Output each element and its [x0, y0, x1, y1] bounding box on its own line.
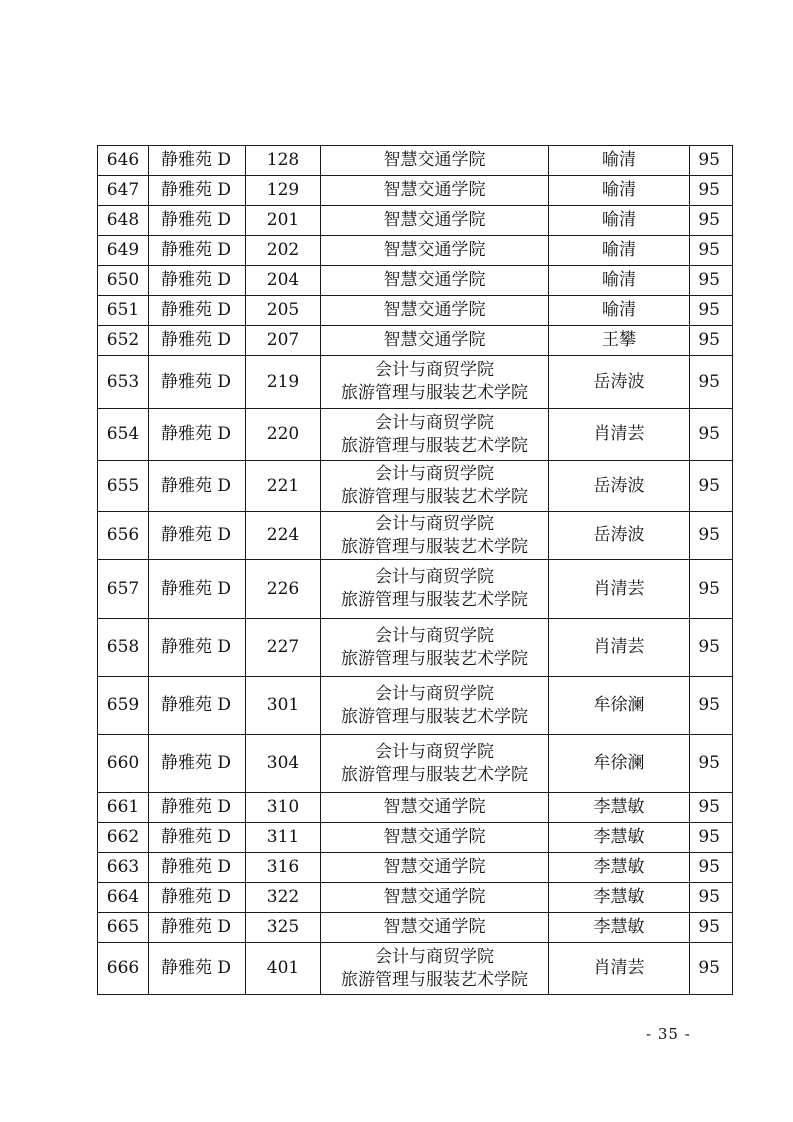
row-number-cell: 654	[98, 409, 149, 461]
college-name: 旅游管理与服装艺术学院	[341, 648, 528, 669]
row-number-cell: 651	[98, 296, 149, 326]
college-cell	[321, 735, 549, 793]
score-cell: 95	[690, 913, 733, 943]
table-row	[98, 913, 733, 943]
manager-cell: 肖清芸	[549, 943, 690, 995]
manager-cell: 李慧敏	[549, 793, 690, 823]
building-cell: 静雅苑 D	[149, 206, 246, 236]
score-cell: 95	[690, 266, 733, 296]
building-cell: 静雅苑 D	[149, 512, 246, 560]
table-row	[98, 461, 733, 512]
college-cell	[321, 619, 549, 677]
room-cell: 207	[246, 326, 321, 356]
row-number-cell: 656	[98, 512, 149, 560]
score-cell: 95	[690, 853, 733, 883]
table-row	[98, 356, 733, 409]
college-name: 智慧交通学院	[383, 887, 486, 907]
manager-cell: 岳涛波	[549, 461, 690, 512]
college-cell	[321, 512, 549, 560]
room-cell: 221	[246, 461, 321, 512]
college-cell	[321, 560, 549, 619]
score-cell: 95	[690, 560, 733, 619]
college-name: 旅游管理与服装艺术学院	[341, 435, 528, 456]
college-cell	[321, 677, 549, 735]
score-cell: 95	[690, 735, 733, 793]
building-cell: 静雅苑 D	[149, 677, 246, 735]
manager-cell: 牟徐澜	[549, 677, 690, 735]
row-number-cell: 666	[98, 943, 149, 995]
score-cell: 95	[690, 176, 733, 206]
row-number-cell: 649	[98, 236, 149, 266]
college-name: 旅游管理与服装艺术学院	[341, 383, 528, 403]
manager-cell: 李慧敏	[549, 823, 690, 853]
college-cell	[321, 296, 549, 326]
college-cell	[321, 943, 549, 995]
score-cell: 95	[690, 793, 733, 823]
college-cell	[321, 146, 549, 176]
table-row	[98, 619, 733, 677]
college-cell	[321, 356, 549, 409]
building-cell: 静雅苑 D	[149, 560, 246, 619]
college-cell	[321, 409, 549, 461]
row-number-cell: 664	[98, 883, 149, 913]
score-cell: 95	[690, 326, 733, 356]
building-cell: 静雅苑 D	[149, 326, 246, 356]
table-row	[98, 793, 733, 823]
table-row	[98, 943, 733, 995]
manager-cell: 岳涛波	[549, 356, 690, 409]
building-cell: 静雅苑 D	[149, 461, 246, 512]
manager-cell: 肖清芸	[549, 619, 690, 677]
building-cell: 静雅苑 D	[149, 883, 246, 913]
score-cell: 95	[690, 883, 733, 913]
college-name: 旅游管理与服装艺术学院	[341, 487, 528, 507]
table-row	[98, 677, 733, 735]
score-cell: 95	[690, 206, 733, 236]
college-cell	[321, 461, 549, 512]
building-cell: 静雅苑 D	[149, 296, 246, 326]
manager-cell: 岳涛波	[549, 512, 690, 560]
row-number-cell: 660	[98, 735, 149, 793]
building-cell: 静雅苑 D	[149, 236, 246, 266]
college-name: 会计与商贸学院	[375, 625, 494, 646]
table-row	[98, 853, 733, 883]
college-cell	[321, 913, 549, 943]
room-cell: 401	[246, 943, 321, 995]
table-row	[98, 146, 733, 176]
table-row	[98, 883, 733, 913]
room-cell: 129	[246, 176, 321, 206]
room-cell: 204	[246, 266, 321, 296]
college-name: 会计与商贸学院	[375, 464, 494, 484]
college-name: 会计与商贸学院	[375, 946, 494, 967]
table-row	[98, 326, 733, 356]
college-name: 旅游管理与服装艺术学院	[341, 764, 528, 785]
room-cell: 219	[246, 356, 321, 409]
row-number-cell: 646	[98, 146, 149, 176]
college-cell	[321, 326, 549, 356]
building-cell: 静雅苑 D	[149, 409, 246, 461]
manager-cell: 喻清	[549, 266, 690, 296]
college-name: 旅游管理与服装艺术学院	[341, 969, 528, 990]
row-number-cell: 655	[98, 461, 149, 512]
table-row	[98, 206, 733, 236]
manager-cell: 李慧敏	[549, 883, 690, 913]
college-name: 会计与商贸学院	[375, 683, 494, 704]
table-row	[98, 296, 733, 326]
room-cell: 224	[246, 512, 321, 560]
room-cell: 226	[246, 560, 321, 619]
college-name: 智慧交通学院	[383, 300, 486, 320]
row-number-cell: 648	[98, 206, 149, 236]
college-name: 会计与商贸学院	[375, 513, 494, 534]
college-cell	[321, 823, 549, 853]
college-name: 旅游管理与服装艺术学院	[341, 706, 528, 727]
room-cell: 201	[246, 206, 321, 236]
room-cell: 220	[246, 409, 321, 461]
building-cell: 静雅苑 D	[149, 823, 246, 853]
row-number-cell: 653	[98, 356, 149, 409]
college-name: 智慧交通学院	[383, 797, 486, 817]
college-name: 智慧交通学院	[383, 857, 486, 877]
score-cell: 95	[690, 619, 733, 677]
college-name: 智慧交通学院	[383, 150, 486, 170]
table-row	[98, 409, 733, 461]
manager-cell: 喻清	[549, 146, 690, 176]
room-cell: 128	[246, 146, 321, 176]
college-cell	[321, 793, 549, 823]
score-cell: 95	[690, 356, 733, 409]
row-number-cell: 650	[98, 266, 149, 296]
score-cell: 95	[690, 146, 733, 176]
manager-cell: 喻清	[549, 206, 690, 236]
college-cell	[321, 883, 549, 913]
manager-cell: 喻清	[549, 236, 690, 266]
building-cell: 静雅苑 D	[149, 146, 246, 176]
table-row	[98, 823, 733, 853]
college-cell	[321, 853, 549, 883]
row-number-cell: 652	[98, 326, 149, 356]
row-number-cell: 659	[98, 677, 149, 735]
score-cell: 95	[690, 409, 733, 461]
college-name: 智慧交通学院	[383, 917, 486, 937]
row-number-cell: 658	[98, 619, 149, 677]
room-cell: 322	[246, 883, 321, 913]
table-row	[98, 236, 733, 266]
college-name: 旅游管理与服装艺术学院	[341, 590, 528, 610]
room-cell: 325	[246, 913, 321, 943]
college-name: 智慧交通学院	[383, 210, 486, 230]
building-cell: 静雅苑 D	[149, 943, 246, 995]
college-name: 智慧交通学院	[383, 827, 486, 847]
row-number-cell: 647	[98, 176, 149, 206]
manager-cell: 肖清芸	[549, 560, 690, 619]
row-number-cell: 661	[98, 793, 149, 823]
college-name: 智慧交通学院	[383, 240, 486, 260]
college-name: 会计与商贸学院	[375, 567, 494, 587]
page-number: - 35 -	[646, 1025, 691, 1043]
building-cell: 静雅苑 D	[149, 853, 246, 883]
room-cell: 310	[246, 793, 321, 823]
score-cell: 95	[690, 236, 733, 266]
manager-cell: 肖清芸	[549, 409, 690, 461]
college-cell	[321, 266, 549, 296]
college-name: 会计与商贸学院	[375, 741, 494, 762]
table-row	[98, 560, 733, 619]
manager-cell: 李慧敏	[549, 913, 690, 943]
manager-cell: 喻清	[549, 296, 690, 326]
college-name: 会计与商贸学院	[375, 360, 494, 380]
college-cell	[321, 236, 549, 266]
college-cell	[321, 206, 549, 236]
college-name: 会计与商贸学院	[375, 412, 494, 433]
room-cell: 301	[246, 677, 321, 735]
table-row	[98, 266, 733, 296]
room-cell: 205	[246, 296, 321, 326]
row-number-cell: 662	[98, 823, 149, 853]
building-cell: 静雅苑 D	[149, 913, 246, 943]
score-cell: 95	[690, 943, 733, 995]
building-cell: 静雅苑 D	[149, 793, 246, 823]
score-cell: 95	[690, 512, 733, 560]
college-name: 旅游管理与服装艺术学院	[341, 536, 528, 557]
row-number-cell: 663	[98, 853, 149, 883]
score-cell: 95	[690, 461, 733, 512]
college-cell	[321, 176, 549, 206]
room-cell: 311	[246, 823, 321, 853]
college-name: 智慧交通学院	[383, 180, 486, 200]
room-cell: 304	[246, 735, 321, 793]
manager-cell: 喻清	[549, 176, 690, 206]
college-name: 智慧交通学院	[383, 330, 486, 350]
room-cell: 202	[246, 236, 321, 266]
manager-cell: 王攀	[549, 326, 690, 356]
dormitory-score-table	[97, 145, 733, 995]
table-row	[98, 735, 733, 793]
college-name: 智慧交通学院	[383, 270, 486, 290]
score-cell: 95	[690, 823, 733, 853]
score-cell: 95	[690, 296, 733, 326]
building-cell: 静雅苑 D	[149, 176, 246, 206]
row-number-cell: 665	[98, 913, 149, 943]
table-row	[98, 176, 733, 206]
building-cell: 静雅苑 D	[149, 266, 246, 296]
building-cell: 静雅苑 D	[149, 356, 246, 409]
row-number-cell: 657	[98, 560, 149, 619]
table-body	[98, 146, 733, 995]
score-cell: 95	[690, 677, 733, 735]
manager-cell: 牟徐澜	[549, 735, 690, 793]
manager-cell: 李慧敏	[549, 853, 690, 883]
building-cell: 静雅苑 D	[149, 735, 246, 793]
room-cell: 316	[246, 853, 321, 883]
room-cell: 227	[246, 619, 321, 677]
building-cell: 静雅苑 D	[149, 619, 246, 677]
table-row	[98, 512, 733, 560]
